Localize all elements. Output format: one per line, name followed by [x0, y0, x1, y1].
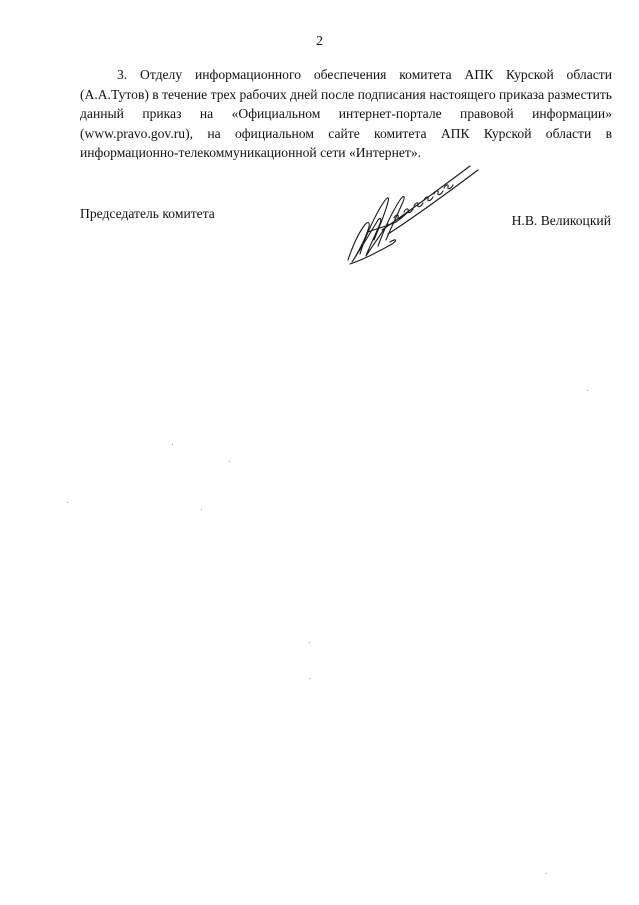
signatory-title: Председатель комитета — [80, 206, 215, 221]
scan-speck — [309, 678, 310, 679]
handwritten-signature — [338, 160, 488, 270]
scan-speck — [201, 509, 202, 510]
paragraph-3: 3. Отделу информационного обеспечения комитета АПК Курской области (А.А.Тутов) в течение трех рабочих дней после подписания настоящего приказа разместить данный приказ на «Официальном интернет-портале правовой информации» (www.pravo.gov.ru), на официальном сайте комитета АПК Курской области в информационно-телекоммуникационной сети «Интернет». — [80, 67, 612, 160]
scan-speck — [229, 461, 230, 462]
scan-speck — [587, 390, 588, 391]
scan-speck — [67, 502, 68, 503]
scan-speck — [546, 873, 547, 874]
signatory-name: Н.В. Великоцкий — [511, 213, 611, 228]
scan-speck — [309, 642, 310, 643]
page-number: 2 — [316, 34, 323, 49]
scan-speck — [172, 444, 173, 445]
